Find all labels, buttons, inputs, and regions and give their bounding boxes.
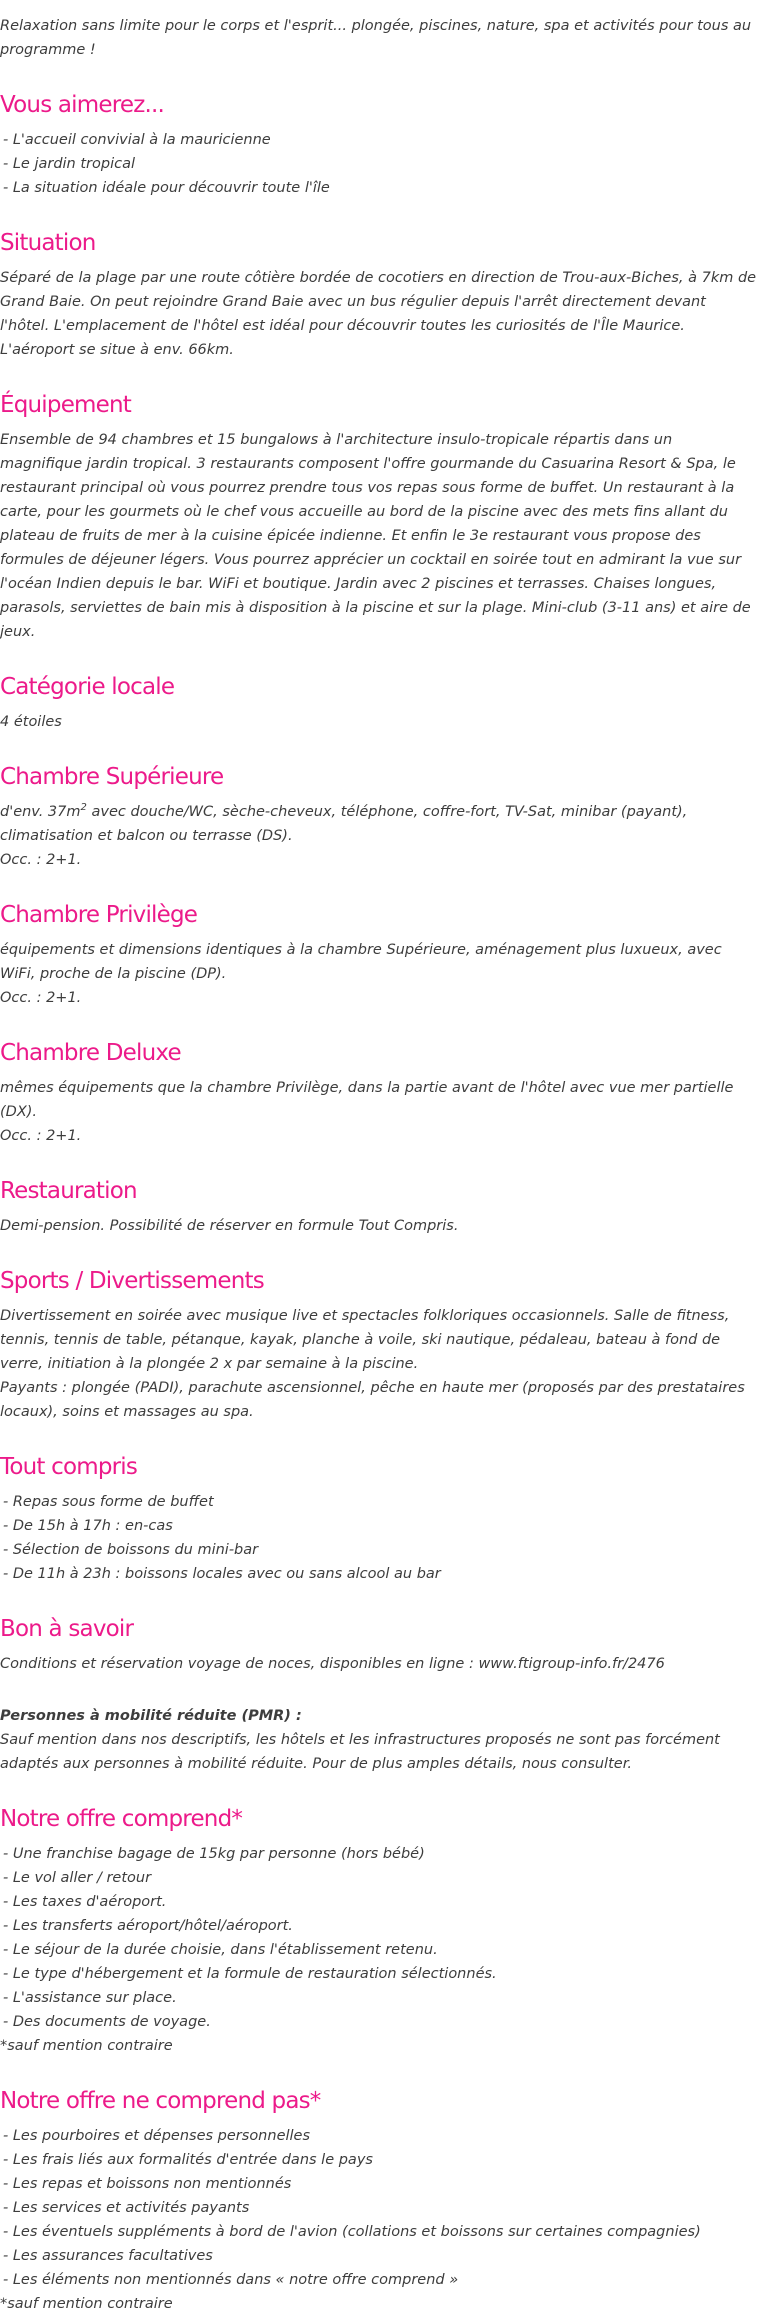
list-item: - Des documents de voyage. [3, 2014, 211, 2030]
pmr-text: Sauf mention dans nos descriptifs, les hôtels et les infrastructures proposés ne sont pas forcément adaptés aux personnes à mobilité réduite. Pour de plus amples détails, nous consulter. [0, 1732, 720, 1772]
sports-text: Divertissement en soirée avec musique live et spectacles folkloriques occasionnels. Salle de fitness, tennis, tennis de table, pétanque, kayak, planche à voile, ski nautique, pédaleau, bateau à fond de verre, initiation à la plongée 2 x par semaine à la piscine. [0, 1308, 730, 1372]
section-title-chambre-deluxe: Chambre Deluxe [0, 1040, 181, 1066]
chambre-superieure-text [0, 800, 758, 848]
categorie-text: 4 étoiles [0, 714, 62, 730]
list-item: - De 11h à 23h : boissons locales avec ou sans alcool au bar [3, 1566, 441, 1582]
section-title-offre-ne-comprend-pas: Notre offre ne comprend pas* [0, 2088, 321, 2114]
list-item: - Les éventuels suppléments à bord de l'avion (collations et boissons sur certaines compagnies) [3, 2224, 701, 2240]
list-item: - La situation idéale pour découvrir toute l'île [3, 180, 330, 196]
section-title-offre-comprend: Notre offre comprend* [0, 1806, 243, 1832]
chambre-superieure-occupancy: Occ. : 2+1. [0, 852, 82, 868]
pmr-title: Personnes à mobilité réduite (PMR) : [0, 1708, 302, 1724]
text-pre: d'env. 37m [0, 804, 81, 820]
section-title-restauration: Restauration [0, 1178, 137, 1204]
chambre-deluxe-occupancy: Occ. : 2+1. [0, 1128, 82, 1144]
list-item: - Repas sous forme de buffet [3, 1494, 214, 1510]
hotel-description [0, 14, 758, 2316]
list-item: - Une franchise bagage de 15kg par personne (hors bébé) [3, 1846, 425, 1862]
offre-comprend-note: *sauf mention contraire [0, 2038, 173, 2054]
list-item: - De 15h à 17h : en-cas [3, 1518, 173, 1534]
chambre-privilege-text: équipements et dimensions identiques à la chambre Supérieure, aménagement plus luxueux, avec WiFi, proche de la piscine (DP). [0, 942, 722, 982]
equipement-text: Ensemble de 94 chambres et 15 bungalows à l'architecture insulo-tropicale répartis dans un magnifique jardin tropical. 3 restaurants composent l'offre gourmande du Casuarina Resort & Spa, le restaurant principal où vous pourrez prendre tous vos repas sous forme de buffet. Un restaurant à la carte, pour les gourmets où le chef vous accueille au bord de la piscine avec des mets fins allant du plateau de fruits de mer à la cuisine épicée indienne. Et enfin le 3e restaurant vous propose des formules de déjeuner légers. Vous pourrez apprécier un cocktail en soirée tout en admirant la vue sur l'océan Indien depuis le bar. WiFi et boutique. Jardin avec 2 piscines et terrasses. Chaises longues, parasols, serviettes de bain mis à disposition à la piscine et sur la plage. Mini-club (3-11 ans) et aire de jeux. [0, 432, 751, 640]
list-item: - Le type d'hébergement et la formule de restauration sélectionnés. [3, 1966, 497, 1982]
section-title-categorie: Catégorie locale [0, 674, 175, 700]
list-item: - Le séjour de la durée choisie, dans l'établissement retenu. [3, 1942, 438, 1958]
offre-ne-comprend-pas-note: *sauf mention contraire [0, 2296, 173, 2312]
list-item: - Les assurances facultatives [3, 2248, 213, 2264]
list-item: - Le jardin tropical [3, 156, 135, 172]
list-item: - Le vol aller / retour [3, 1870, 152, 1886]
vous-aimerez-list [0, 128, 758, 200]
text-post: avec douche/WC, sèche-cheveux, téléphone, coffre-fort, TV-Sat, minibar (payant), climatisation et balcon ou terrasse (DS). [0, 804, 688, 844]
situation-text: Séparé de la plage par une route côtière bordée de cocotiers en direction de Trou-aux-Biches, à 7km de Grand Baie. On peut rejoindre Grand Baie avec un bus régulier depuis l'arrêt directement devant l'hôtel. L'emplacement de l'hôtel est idéal pour découvrir toutes les curiosités de l'Île Maurice. L'aéroport se situe à env. 66km. [0, 270, 757, 358]
spacer [0, 1676, 758, 1704]
section-title-chambre-superieure: Chambre Supérieure [0, 764, 224, 790]
chambre-deluxe-text: mêmes équipements que la chambre Privilège, dans la partie avant de l'hôtel avec vue mer partielle (DX). [0, 1080, 734, 1120]
offre-comprend-list [0, 1842, 758, 2034]
section-title-vous-aimerez: Vous aimerez... [0, 92, 165, 118]
list-item: - Les éléments non mentionnés dans « notre offre comprend » [3, 2272, 459, 2288]
list-item: - L'assistance sur place. [3, 1990, 177, 2006]
sports-payants-text: Payants : plongée (PADI), parachute ascensionnel, pêche en haute mer (proposés par des prestataires locaux), soins et massages au spa. [0, 1380, 745, 1420]
list-item: - Les pourboires et dépenses personnelles [3, 2128, 311, 2144]
section-title-situation: Situation [0, 230, 96, 256]
list-item: - Les transferts aéroport/hôtel/aéroport. [3, 1918, 293, 1934]
tout-compris-list [0, 1490, 758, 1586]
list-item: - Les repas et boissons non mentionnés [3, 2176, 292, 2192]
list-item: - L'accueil convivial à la mauricienne [3, 132, 271, 148]
section-title-tout-compris: Tout compris [0, 1454, 138, 1480]
superscript: 2 [80, 802, 87, 813]
section-title-chambre-privilege: Chambre Privilège [0, 902, 198, 928]
section-title-equipement: Équipement [0, 392, 131, 418]
chambre-privilege-occupancy: Occ. : 2+1. [0, 990, 82, 1006]
intro-text: Relaxation sans limite pour le corps et l'esprit... plongée, piscines, nature, spa et activités pour tous au programme ! [0, 18, 752, 58]
list-item: - Les taxes d'aéroport. [3, 1894, 167, 1910]
list-item: - Sélection de boissons du mini-bar [3, 1542, 259, 1558]
section-title-bon-a-savoir: Bon à savoir [0, 1616, 134, 1642]
list-item: - Les frais liés aux formalités d'entrée dans le pays [3, 2152, 373, 2168]
bon-a-savoir-text: Conditions et réservation voyage de noces, disponibles en ligne : www.ftigroup-info.fr/2476 [0, 1656, 665, 1672]
offre-ne-comprend-pas-list [0, 2124, 758, 2292]
restauration-text: Demi-pension. Possibilité de réserver en formule Tout Compris. [0, 1218, 459, 1234]
section-title-sports: Sports / Divertissements [0, 1268, 264, 1294]
list-item: - Les services et activités payants [3, 2200, 250, 2216]
